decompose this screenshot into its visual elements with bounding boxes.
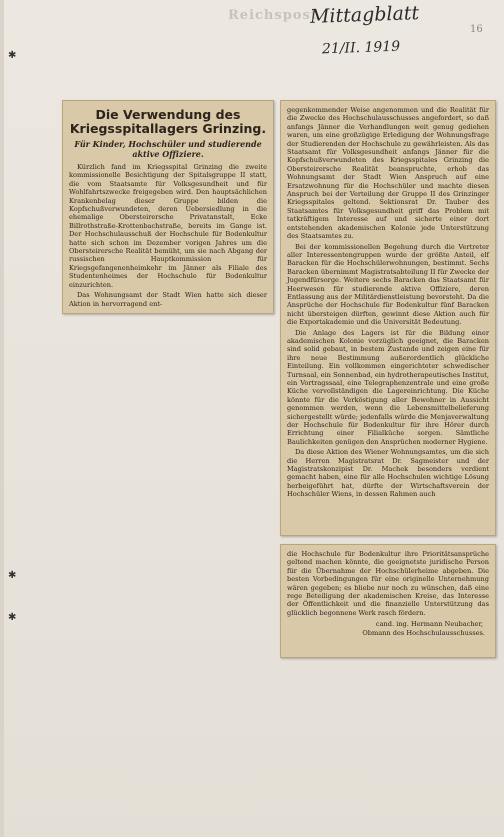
binding-hole-mark: ✱ — [8, 612, 17, 623]
paragraph: die Hochschule für Bodenkultur ihre Prioritätsansprüche geltend machen könnte, die geeignetste juridische Person für die Übernahme der Hochschülerheime abgeben. Die besten Vorbedingungen für eine originelle Unternehmung wären gegeben; es bliebe nur noch zu wünschen, daß eine rege Beteiligung der akademischen Kreise, das Interesse der Öffentlichkeit und die finanzielle Unterstützung das glücklich begonnene Werk rasch fördern. — [287, 550, 489, 617]
paragraph: Kürzlich fand im Kriegsspital Grinzing die zweite kommissionelle Besichtigung der Spitalsgruppe II statt, die vom Staatsamte für Volksgesundheit und für Wohlfahrtszwecke freigegeben wird. Den hauptsächlichen Krankenbelag dieser Gruppe bilden die Kopfschußverwundeten, deren Uebersiedlung in die ehemalige Obersteirersche Privatanstalt, Ecke Billrothstraße-Krottenbachstraße, bereits im Gange ist. Der Hochschulausschuß der Hochschule für Bodenkultur hatte sich schon im Dezember vorigen Jahres um die Obersteirersche Realität bemüht, um sie nach Abgang der russischen Hauptkommission für Kriegsgefangenenheimkehr im Jänner als Filiale des Studentenheimes der Hochschule für Bodenkultur einzurichten. — [69, 163, 267, 289]
handwritten-newspaper-name: Mittagblatt — [309, 2, 420, 28]
binding-hole-mark: ✱ — [8, 570, 17, 581]
paragraph: Da diese Aktion des Wiener Wohnungsamtes, um die sich die Herren Magistratsrat Dr. Sagmeister und der Magistratskonzipist Dr. Machek besonders verdient gemacht haben, eine für alle Hochschulen wichtige Lösung herbeigeführt hat, dürfte der Wirtschaftsverein der Hochschüler Wiens, in dessen Rahmen auch — [287, 448, 489, 499]
article-title: Die Verwendung des Kriegsspitallagers Grinzing. — [69, 107, 267, 136]
clipping-column-1 — [62, 100, 274, 314]
binding-hole-mark: ✱ — [8, 50, 17, 61]
paragraph: Bei der kommissionellen Begehung durch die Vertreter aller Interessentengruppen wurde der größte Anteil, elf Baracken für die Hochschülerwohnungen, bestimmt. Sechs Baracken übernimmt Magistratsabteilung II für Zwecke der Jugendfürsorge. Weitere sechs Baracken das Staatsamt für Heerwesen für studierende aktive Offiziere, deren Entlassung aus der Militärdienstleistung bevorsteht. Da die Ansprüche der Hochschule für Bodenkultur fünf Baracken nicht übersteigen dürften, gewinnt diese Aktion auch für die Exportakademie und die Universität Bedeutung. — [287, 242, 489, 327]
article-subtitle: Für Kinder, Hochschüler und studierende aktive Offiziere. — [74, 139, 262, 159]
sheet-edge — [0, 0, 4, 837]
newspaper-stamp: Reichspost — [228, 8, 318, 23]
paragraph: Die Anlage des Lagers ist für die Bildung einer akademischen Kolonie vorzüglich geeignet, die Baracken sind solid gebaut, in bestem Zustande und zeigen eine für ihre neue Bestimmung außerordentlich glückliche Einteilung. Ein vollkommen eingerichteter schwedischer Turnsaal, ein Sonnenbad, ein hydrotherapeutisches Institut, ein Vortragssaal, eine Telegraphenzentrale und eine große Küche vervollständigen die Lagereinrichtung. Die Küche könnte für die Verköstigung aller Bewohner in Aussicht genommen werden, wenn die Lebensmittelbelieferung sichergestellt würde; jedenfalls würde die Menjaverwaltung der Hochschule für Bodenkultur für ihre Hörer durch Errichtung einer Filialküche sorgen. Sämtliche Baulichkeiten genügen den Ansprüchen moderner Hygiene. — [287, 328, 489, 446]
sheet-number: 16 — [470, 24, 483, 35]
clipping-column-2 — [280, 100, 496, 536]
handwritten-date: 21/II. 1919 — [321, 38, 401, 58]
signature-name: cand. ing. Hermann Neubacher, — [375, 620, 483, 629]
paragraph: Das Wohnungsamt der Stadt Wien hatte sich dieser Aktion in hervorragend ent- — [69, 291, 267, 308]
paragraph: gegenkommender Weise angenommen und die Realität für die Zwecke des Hochschulausschusses angefordert, so daß anfangs Jänner die Verhandlungen weit genug gediehen waren, um eine großzügige Erledigung der Wohnungsfrage der Studierenden der Hochschule zu gewährleisten. Als das Staatsamt für Volksgesundheit anfangs Jänner für die Kopfschußverwundeten des Kriegsspitales Grinzing die Obersteirersche Realität beanspruchte, erhob das Wohnungsamt der Stadt Wien Anspruch auf eine Ersatzwohnung für die Hochschüler und machte diesen Anspruch bei der Verteilung der Gruppe II des Grinzinger Kriegsspitales geltend. Sektionsrat Dr. Tauber des Staatsamtes für Volksgesundheit griff das Problem mit tatkräftigem Interesse auf und sicherte einer dort entstehenden akademischen Kolonie jede Unterstützung des Staatsamtes zu. — [287, 106, 489, 241]
signature-role: Obmann des Hochschulausschusses. — [362, 628, 485, 637]
clipping-column-3 — [280, 544, 496, 658]
